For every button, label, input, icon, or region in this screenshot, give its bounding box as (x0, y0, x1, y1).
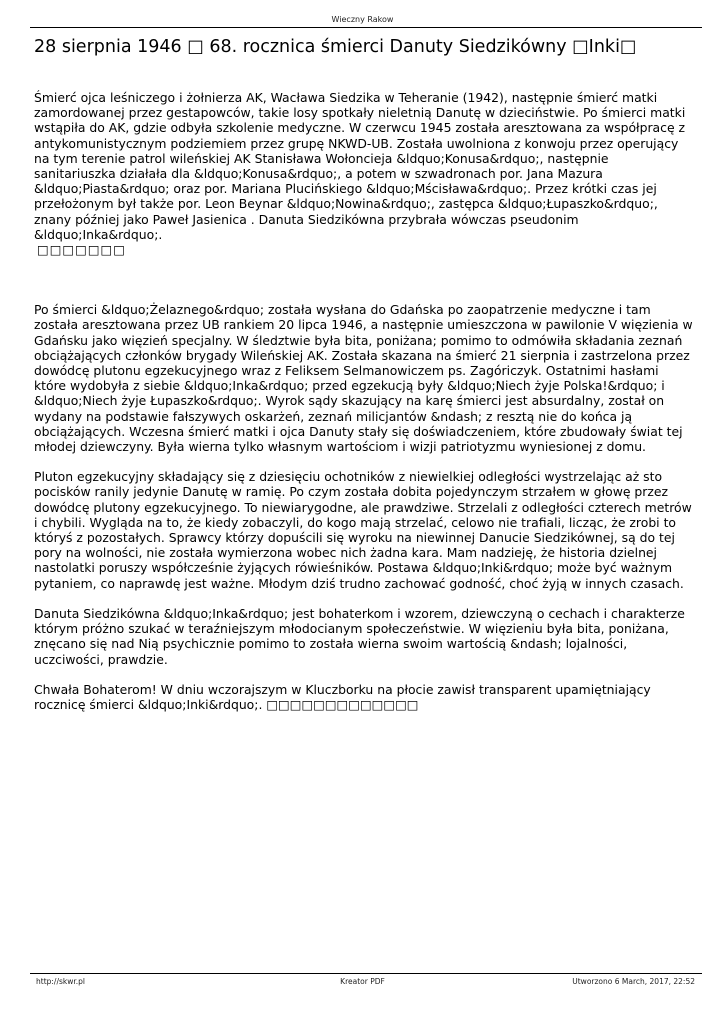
paragraph-3: Pluton egzekucyjny składający się z dziesięciu ochotników z niewielkiej odległości wystrzelając aż sto pocisków ranily jedynie Danutę w ramię. Po czym została dobita pojedynczym strzałem w głowę przez dowódcę plutony egzekucyjnego. To niewiarygodne, ale prawdziwe. Strzelali z odległości czterech metrów i chybili. Wygląda na to, że kiedy zobaczyli, do kogo mają strzelać, celowo nie trafiali, licząc, że zrobi to któryś z pozostałych. Sprawcy którzy dopuścili się wyroku na niewinnej Danucie Siedzikównej, są do tej pory na wolności, nie została wymierzona wobec nich żadna kara. Mam nadzieję, że historia dzielnej nastolatki poruszy współcześnie żyjących rówieśników. Postawa &ldquo;Inki&rdquo; może być ważnym pytaniem, co naprawdę jest ważne. Młodym dziś trudno zachować godność, choć żyją w innych czasach. (34, 469, 692, 591)
footer-generator: Kreator PDF (340, 977, 385, 986)
spacer (34, 591, 694, 606)
paragraph-5: Chwała Bohaterom! W dniu wczorajszym w Kluczborku na płocie zawisł transparent upamiętniający rocznicę śmierci &ldquo;Inki&rdquo;. □□□□□□□□□□□□□ (34, 681, 651, 712)
paragraph-2: Po śmierci &ldquo;Żelaznego&rdquo; została wysłana do Gdańska po zaopatrzenie medyczne i tam została aresztowana przez UB rankiem 20 lipca 1946, a następnie umieszczona w pawilonie V więzienia w Gdańsku jako więzień specjalny. W śledztwie była bita, poniżana; pomimo to odmówiła składania zeznań obciążających członków brygady Wileńskiej AK. Została skazana na śmierć 21 sierpnia i zastrzelona przez dowódcę plutonu egzekucyjnego wraz z Feliksem Selmanowiczem ps. Zagóriczyk. Ostatnimi hasłami które wydobyła z siebie &ldquo;Inka&rdquo; przed egzekucją były &ldquo;Niech żyje Polska!&rdquo; i &ldquo;Niech żyje Łupaszko&rdquo;. Wyrok sądy skazujący na karę śmierci jest absurdalny, został on wydany na podstawie fałszywych oskarżeń, zeznań milicjantów &ndash; z resztą nie do końca ją obciążających. Wczesna śmierć matki i ojca Danuty stały się doświadczeniem, które zbudowały świat tej młodej dziewczyny. Była wierna tylko własnym wartościom i wizji patriotyzmu wyniesionej z domu. (34, 302, 693, 455)
spacer (34, 257, 694, 302)
article-body (34, 90, 694, 712)
paragraph-4: Danuta Siedzikówna &ldquo;Inka&rdquo; jest bohaterkom i wzorem, dziewczyną o cechach i charakterze którym próżno szukać w teraźniejszym młodocianym społeczeństwie. W więzieniu była bita, poniżana, znęcano się nad Nią psychicznie pomimo to została wierna swoim wartością &ndash; lojalności, uczciwości, prawdzie. (34, 605, 685, 667)
footer-divider (30, 973, 702, 974)
article-title: 28 sierpnia 1946 □ 68. rocznica śmierci Danuty Siedzikówny □Inki□ (34, 37, 637, 57)
paragraph-1: Śmierć ojca leśniczego i żołnierza AK, Wacława Siedzika w Teheranie (1942), następnie śmierć matki zamordowanej przez gestapowców, takie losy spotkały nieletnią Danutę w dzieciństwie. Po śmierci matki wstąpiła do AK, gdzie odbyła szkolenie medyczne. W czerwcu 1945 została aresztowana za współpracę z antykomunistycznym podziemiem przez grupę NKWD-UB. Została uwolniona z konwoju przez operujący na tym terenie patrol wileńskiej AK Stanisława Wołoncieja &ldquo;Konusa&rdquo;, następnie sanitariuszka działała dla &ldquo;Konusa&rdquo;, a potem w szwadronach por. Jana Mazura &ldquo;Piasta&rdquo; oraz por. Mariana Plucińskiego &ldquo;Mścisława&rdquo;. Przez krótki czas jej przełożonym był także por. Leon Beynar &ldquo;Nowina&rdquo;, zastępca &ldquo;Łupaszko&rdquo;, znany później jako Paweł Jasienica . Danuta Siedzikówna przybrała wówczas pseudonim &ldquo;Inka&rdquo;. (34, 90, 686, 242)
spacer (34, 667, 694, 682)
placeholder-glyphs-1: □□□□□□□ (37, 242, 126, 258)
header-divider (30, 27, 702, 28)
footer-url[interactable]: http://skwr.pl (36, 977, 85, 986)
spacer (34, 454, 694, 469)
footer-created: Utworzono 6 March, 2017, 22:52 (572, 977, 695, 986)
site-name: Wieczny Rakow (331, 15, 394, 24)
